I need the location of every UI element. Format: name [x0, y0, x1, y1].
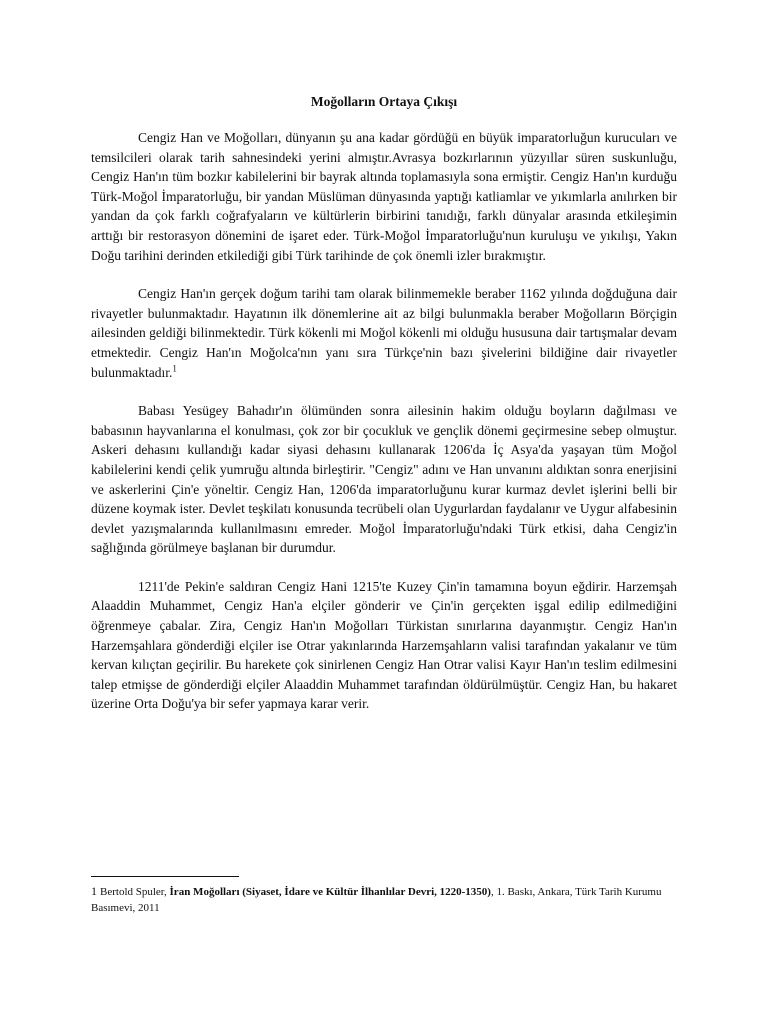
footnote-work-title: İran Moğolları (Siyaset, İdare ve Kültür İlhanlılar Devri, 1220-1350)	[169, 886, 491, 898]
document-body	[91, 128, 677, 714]
footnote-section	[91, 876, 677, 916]
paragraph-1: Cengiz Han ve Moğolları, dünyanın şu ana kadar gördüğü en büyük imparatorluğun kurucuları ve temsilcileri olarak tarih sahnesindeki yerini almıştır.Avrasya bozkırlarının yüzyıllar süren suskunluğu, Cengiz Han'ın tüm bozkır kabilelerini bir bayrak altında toplamasıyla sona ermiştir. Cengiz Han'ın kurduğu Türk-Moğol İmparatorluğu, bir yandan Müslüman dünyasında yaptığı katliamlar ve yıkımlarla anılırken bir yandan da çok farklı coğrafyaların ve kültürlerin birbirini tanıdığı, farklı dünyalar arasında etkileşimin arttığı bir restorasyon dönemini de işaret eder. Türk-Moğol İmparatorluğu'nun kuruluşu ve yıkılışı, Yakın Doğu tarihini derinden etkilediği gibi Türk tarihinde de çok önemli izler bırakmıştır.	[91, 130, 677, 263]
paragraph-4: 1211'de Pekin'e saldıran Cengiz Hani 1215'te Kuzey Çin'in tamamına boyun eğdirir. Harzemşah Alaaddin Muhammet, Cengiz Han'a elçiler gönderir ve Çin'in gerçekten işgal edilip edilmediğini öğrenmeye çabalar. Zira, Cengiz Han'ın Moğolları Türkistan sınırlarına dayanmıştır. Cengiz Han'ın Harzemşahlara gönderdiği elçiler ise Otrar yakınlarında Harzemşahların valisi tarafından yakalanır ve tüm kervan kılıçtan geçirilir. Bu harekete çok sinirlenen Cengiz Han Otrar valisi Kayır Han'ın teslim edilmesini talep etmişse de gönderdiği elçiler Alaaddin Muhammet tarafından öldürülmüştür. Cengiz Han, bu hakaret üzerine Orta Doğu'ya bir sefer yapmaya karar verir.	[91, 578, 677, 712]
paragraph-3: Babası Yesügey Bahadır'ın ölümünden sonra ailesinin hakim olduğu boyların dağılması ve babasının hayvanlarına el konulması, çok zor bir çocukluk ve gençlik dönemi geçirmesine sebep olmuştur. Askeri dehasını kullandığı kadar siyasi dehasını kullanarak 1206'da İç Asya'da yaşayan tüm Moğol kabilelerini kendi çelik yumruğu altında birleştirir. "Cengiz" adını ve Han unvanını aldıktan sonra enerjisini ve askerlerini Çin'e yöneltir. Cengiz Han, 1206'da imparatorluğunu kurar kurmaz devlet işlerini belli bir düzene koymak ister. Devlet teşkilatı konusunda tecrübeli olan Uygurlardan faydalanır ve Uygur alfabesinin devlet yazışmalarında kullanılmasını emreder. Moğol İmparatorluğu'ndaki Türk etkisi, daha Cengiz'in sağlığında görülmeye başlanan bir durumdur.	[91, 403, 677, 556]
footnote-publication: , 1. Baskı, Ankara, Türk Tarih Kurumu Basımevi, 2011	[91, 886, 662, 914]
footnote-reference[interactable]: 1	[172, 363, 177, 374]
footnote-author: Bertold Spuler,	[100, 886, 170, 898]
footnote-number: 1	[91, 884, 97, 898]
paragraph-2-text: Cengiz Han'ın gerçek doğum tarihi tam olarak bilinmemekle beraber 1162 yılında doğduğuna dair rivayetler bulunmaktadır. Hayatının ilk dönemlerine ait az bilgi bulunmakla beraber Moğolların Börçigin ailesinden geldiği bilinmektedir. Türk kökenli mi Moğol kökenli mi olduğu hususuna dair tartışmalar devam etmektedir. Cengiz Han'ın Moğolca'nın yanı sıra Türkçe'nin bazı şivelerini bildiğine dair rivayetler bulunmaktadır.	[91, 286, 677, 380]
paragraph-2	[91, 284, 677, 382]
document-title: Moğolların Ortaya Çıkışı	[310, 94, 458, 109]
footnote-separator	[91, 876, 239, 877]
footnote-1	[91, 883, 677, 916]
